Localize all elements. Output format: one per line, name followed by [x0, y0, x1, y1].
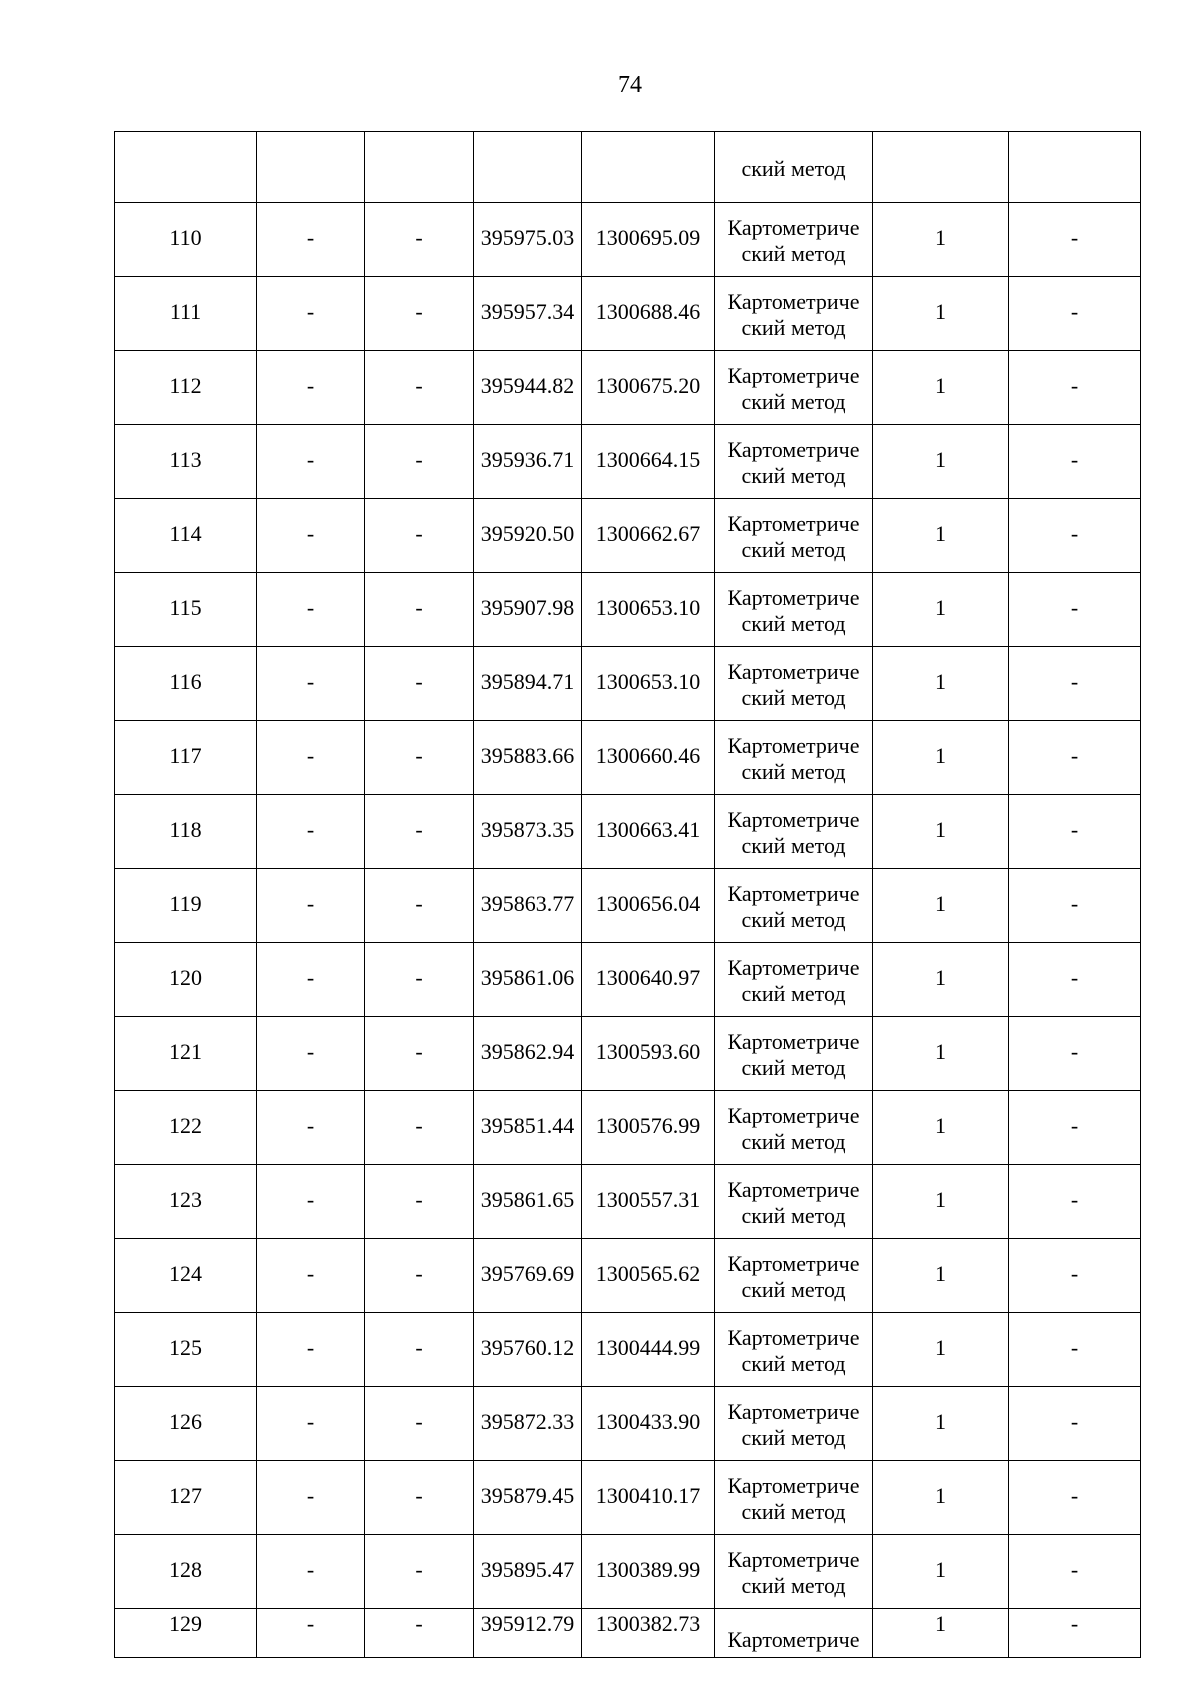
method-text: ский метод: [741, 536, 846, 562]
method-text: Картометриче: [727, 1627, 860, 1652]
x-coordinate-cell: 395863.77: [474, 869, 582, 943]
table-cell: [873, 132, 1009, 203]
x-coordinate-cell: 395975.03: [474, 203, 582, 277]
method-text: Картометриче: [727, 584, 860, 610]
dash-cell: -: [365, 1313, 474, 1387]
y-coordinate-cell: 1300688.46: [582, 277, 715, 351]
accuracy-cell: 1: [873, 647, 1009, 721]
method-text: Картометриче: [727, 658, 860, 684]
point-number-cell: 127: [115, 1461, 257, 1535]
method-text: ский метод: [741, 980, 846, 1006]
dash-cell: -: [365, 869, 474, 943]
x-coordinate-cell: 395895.47: [474, 1535, 582, 1609]
method-text: ский метод: [741, 1054, 846, 1080]
method-cell: [715, 721, 873, 795]
method-text: Картометриче: [727, 362, 860, 388]
dash-cell: -: [257, 647, 365, 721]
method-cell: [715, 499, 873, 573]
method-text: ский метод: [741, 1572, 846, 1598]
method-text: Картометриче: [727, 1472, 860, 1498]
method-text: ский метод: [741, 388, 846, 414]
method-text: ский метод: [741, 1128, 846, 1154]
y-coordinate-cell: 1300382.73: [582, 1609, 715, 1658]
dash-cell: -: [1009, 869, 1141, 943]
point-number-cell: 123: [115, 1165, 257, 1239]
dash-cell: -: [365, 351, 474, 425]
accuracy-cell: 1: [873, 499, 1009, 573]
table-row: [115, 1535, 1141, 1609]
y-coordinate-cell: 1300565.62: [582, 1239, 715, 1313]
point-number-cell: 111: [115, 277, 257, 351]
y-coordinate-cell: 1300593.60: [582, 1017, 715, 1091]
x-coordinate-cell: 395862.94: [474, 1017, 582, 1091]
y-coordinate-cell: 1300389.99: [582, 1535, 715, 1609]
dash-cell: -: [365, 1609, 474, 1658]
x-coordinate-cell: 395760.12: [474, 1313, 582, 1387]
method-cell: [715, 351, 873, 425]
method-text: ский метод: [741, 906, 846, 932]
table-cell: [257, 132, 365, 203]
accuracy-cell: 1: [873, 277, 1009, 351]
method-text: ский метод: [741, 314, 846, 340]
method-text: Картометриче: [727, 1176, 860, 1202]
dash-cell: -: [257, 1387, 365, 1461]
method-cell: [715, 203, 873, 277]
point-number-cell: 114: [115, 499, 257, 573]
y-coordinate-cell: 1300576.99: [582, 1091, 715, 1165]
table-row: [115, 1091, 1141, 1165]
table-row: [115, 203, 1141, 277]
table-row: [115, 1387, 1141, 1461]
table-row: [115, 721, 1141, 795]
y-coordinate-cell: 1300444.99: [582, 1313, 715, 1387]
x-coordinate-cell: 395769.69: [474, 1239, 582, 1313]
dash-cell: -: [1009, 573, 1141, 647]
table-row: [115, 1609, 1141, 1658]
method-cell: [715, 132, 873, 203]
method-text: ский метод: [741, 758, 846, 784]
table-row-continuation: [115, 132, 1141, 203]
x-coordinate-cell: 395912.79: [474, 1609, 582, 1658]
dash-cell: -: [1009, 1313, 1141, 1387]
x-coordinate-cell: 395920.50: [474, 499, 582, 573]
dash-cell: -: [1009, 1387, 1141, 1461]
table-row: [115, 647, 1141, 721]
method-cell: [715, 943, 873, 1017]
y-coordinate-cell: 1300695.09: [582, 203, 715, 277]
y-coordinate-cell: 1300433.90: [582, 1387, 715, 1461]
dash-cell: -: [257, 1609, 365, 1658]
dash-cell: -: [257, 425, 365, 499]
dash-cell: -: [365, 1387, 474, 1461]
dash-cell: -: [257, 1535, 365, 1609]
method-text: ский метод: [741, 610, 846, 636]
method-text: ский метод: [741, 684, 846, 710]
dash-cell: -: [365, 277, 474, 351]
y-coordinate-cell: 1300656.04: [582, 869, 715, 943]
dash-cell: -: [1009, 203, 1141, 277]
accuracy-cell: 1: [873, 869, 1009, 943]
accuracy-cell: 1: [873, 1239, 1009, 1313]
accuracy-cell: 1: [873, 1609, 1009, 1658]
table-cell: [1009, 132, 1141, 203]
accuracy-cell: 1: [873, 351, 1009, 425]
point-number-cell: 122: [115, 1091, 257, 1165]
point-number-cell: 110: [115, 203, 257, 277]
method-text: ский метод: [741, 240, 846, 266]
dash-cell: -: [257, 573, 365, 647]
dash-cell: -: [1009, 795, 1141, 869]
table-row: [115, 869, 1141, 943]
dash-cell: -: [1009, 943, 1141, 1017]
method-text: Картометриче: [727, 732, 860, 758]
accuracy-cell: 1: [873, 721, 1009, 795]
dash-cell: -: [1009, 1165, 1141, 1239]
dash-cell: -: [365, 1535, 474, 1609]
point-number-cell: 113: [115, 425, 257, 499]
dash-cell: -: [257, 277, 365, 351]
table-cell: [365, 132, 474, 203]
x-coordinate-cell: 395861.65: [474, 1165, 582, 1239]
x-coordinate-cell: 395894.71: [474, 647, 582, 721]
dash-cell: -: [365, 573, 474, 647]
x-coordinate-cell: 395936.71: [474, 425, 582, 499]
table-row: [115, 943, 1141, 1017]
method-text: Картометриче: [727, 1398, 860, 1424]
coordinates-table: [114, 131, 1141, 1658]
method-text: ский метод: [741, 156, 846, 181]
accuracy-cell: 1: [873, 1461, 1009, 1535]
dash-cell: -: [365, 943, 474, 1017]
method-text: Картометриче: [727, 806, 860, 832]
point-number-cell: 115: [115, 573, 257, 647]
method-cell: [715, 647, 873, 721]
accuracy-cell: 1: [873, 795, 1009, 869]
accuracy-cell: 1: [873, 1165, 1009, 1239]
table-row: [115, 499, 1141, 573]
table-cell: [582, 132, 715, 203]
method-text: ский метод: [741, 832, 846, 858]
dash-cell: -: [365, 1017, 474, 1091]
method-cell: [715, 1313, 873, 1387]
method-cell: [715, 795, 873, 869]
accuracy-cell: 1: [873, 1535, 1009, 1609]
accuracy-cell: 1: [873, 425, 1009, 499]
dash-cell: -: [365, 499, 474, 573]
table-row: [115, 277, 1141, 351]
dash-cell: -: [365, 1461, 474, 1535]
dash-cell: -: [257, 795, 365, 869]
y-coordinate-cell: 1300664.15: [582, 425, 715, 499]
y-coordinate-cell: 1300663.41: [582, 795, 715, 869]
dash-cell: -: [1009, 425, 1141, 499]
method-cell: [715, 869, 873, 943]
y-coordinate-cell: 1300410.17: [582, 1461, 715, 1535]
method-text: ский метод: [741, 1350, 846, 1376]
dash-cell: -: [257, 203, 365, 277]
x-coordinate-cell: 395873.35: [474, 795, 582, 869]
method-cell: [715, 425, 873, 499]
method-text: Картометриче: [727, 436, 860, 462]
dash-cell: -: [365, 1165, 474, 1239]
dash-cell: -: [257, 721, 365, 795]
point-number-cell: 112: [115, 351, 257, 425]
dash-cell: -: [365, 721, 474, 795]
y-coordinate-cell: 1300660.46: [582, 721, 715, 795]
method-cell: [715, 1609, 873, 1658]
table-row: [115, 573, 1141, 647]
method-text: Картометриче: [727, 288, 860, 314]
dash-cell: -: [365, 203, 474, 277]
method-cell: [715, 1239, 873, 1313]
table-row: [115, 351, 1141, 425]
dash-cell: -: [1009, 499, 1141, 573]
method-cell: [715, 1387, 873, 1461]
dash-cell: -: [257, 869, 365, 943]
table-row: [115, 1313, 1141, 1387]
point-number-cell: 118: [115, 795, 257, 869]
accuracy-cell: 1: [873, 943, 1009, 1017]
accuracy-cell: 1: [873, 1387, 1009, 1461]
dash-cell: -: [365, 647, 474, 721]
y-coordinate-cell: 1300653.10: [582, 573, 715, 647]
method-text: Картометриче: [727, 1028, 860, 1054]
method-text: Картометриче: [727, 1324, 860, 1350]
method-text: Картометриче: [727, 510, 860, 536]
dash-cell: -: [1009, 721, 1141, 795]
method-cell: [715, 1535, 873, 1609]
dash-cell: -: [257, 943, 365, 1017]
table-row: [115, 1165, 1141, 1239]
point-number-cell: 120: [115, 943, 257, 1017]
y-coordinate-cell: 1300662.67: [582, 499, 715, 573]
accuracy-cell: 1: [873, 573, 1009, 647]
method-cell: [715, 277, 873, 351]
point-number-cell: 126: [115, 1387, 257, 1461]
method-text: ский метод: [741, 1202, 846, 1228]
dash-cell: -: [257, 1461, 365, 1535]
method-text: Картометриче: [727, 954, 860, 980]
y-coordinate-cell: 1300675.20: [582, 351, 715, 425]
method-text: Картометриче: [727, 214, 860, 240]
method-text: ский метод: [741, 462, 846, 488]
method-cell: [715, 573, 873, 647]
dash-cell: -: [1009, 1091, 1141, 1165]
dash-cell: -: [365, 425, 474, 499]
y-coordinate-cell: 1300557.31: [582, 1165, 715, 1239]
x-coordinate-cell: 395957.34: [474, 277, 582, 351]
point-number-cell: 119: [115, 869, 257, 943]
point-number-cell: 124: [115, 1239, 257, 1313]
table-cell: [474, 132, 582, 203]
dash-cell: -: [1009, 1535, 1141, 1609]
dash-cell: -: [1009, 1461, 1141, 1535]
x-coordinate-cell: 395944.82: [474, 351, 582, 425]
method-cell: [715, 1091, 873, 1165]
method-text: ский метод: [741, 1276, 846, 1302]
method-text: ский метод: [741, 1424, 846, 1450]
table-row: [115, 425, 1141, 499]
dash-cell: -: [365, 1239, 474, 1313]
table-row: [115, 1461, 1141, 1535]
dash-cell: -: [1009, 351, 1141, 425]
accuracy-cell: 1: [873, 1017, 1009, 1091]
table-row: [115, 1017, 1141, 1091]
method-text: Картометриче: [727, 1102, 860, 1128]
dash-cell: -: [257, 1239, 365, 1313]
accuracy-cell: 1: [873, 1091, 1009, 1165]
method-text: Картометриче: [727, 880, 860, 906]
dash-cell: -: [365, 795, 474, 869]
table-cell: [115, 132, 257, 203]
point-number-cell: 128: [115, 1535, 257, 1609]
dash-cell: -: [257, 351, 365, 425]
dash-cell: -: [257, 1091, 365, 1165]
table-row: [115, 1239, 1141, 1313]
x-coordinate-cell: 395851.44: [474, 1091, 582, 1165]
dash-cell: -: [1009, 1609, 1141, 1658]
accuracy-cell: 1: [873, 1313, 1009, 1387]
dash-cell: -: [1009, 1017, 1141, 1091]
method-text: ский метод: [741, 1498, 846, 1524]
method-text: Картометриче: [727, 1250, 860, 1276]
point-number-cell: 116: [115, 647, 257, 721]
y-coordinate-cell: 1300653.10: [582, 647, 715, 721]
dash-cell: -: [257, 1165, 365, 1239]
x-coordinate-cell: 395883.66: [474, 721, 582, 795]
x-coordinate-cell: 395879.45: [474, 1461, 582, 1535]
x-coordinate-cell: 395872.33: [474, 1387, 582, 1461]
page-number: 74: [618, 72, 642, 98]
method-cell: [715, 1165, 873, 1239]
point-number-cell: 117: [115, 721, 257, 795]
method-cell: [715, 1017, 873, 1091]
accuracy-cell: 1: [873, 203, 1009, 277]
point-number-cell: 125: [115, 1313, 257, 1387]
table-row: [115, 795, 1141, 869]
table-body: [115, 132, 1141, 1658]
method-text: Картометриче: [727, 1546, 860, 1572]
dash-cell: -: [1009, 647, 1141, 721]
dash-cell: -: [257, 1017, 365, 1091]
dash-cell: -: [257, 1313, 365, 1387]
point-number-cell: 121: [115, 1017, 257, 1091]
method-cell: [715, 1461, 873, 1535]
dash-cell: -: [365, 1091, 474, 1165]
dash-cell: -: [1009, 1239, 1141, 1313]
point-number-cell: 129: [115, 1609, 257, 1658]
y-coordinate-cell: 1300640.97: [582, 943, 715, 1017]
dash-cell: -: [1009, 277, 1141, 351]
x-coordinate-cell: 395861.06: [474, 943, 582, 1017]
x-coordinate-cell: 395907.98: [474, 573, 582, 647]
dash-cell: -: [257, 499, 365, 573]
